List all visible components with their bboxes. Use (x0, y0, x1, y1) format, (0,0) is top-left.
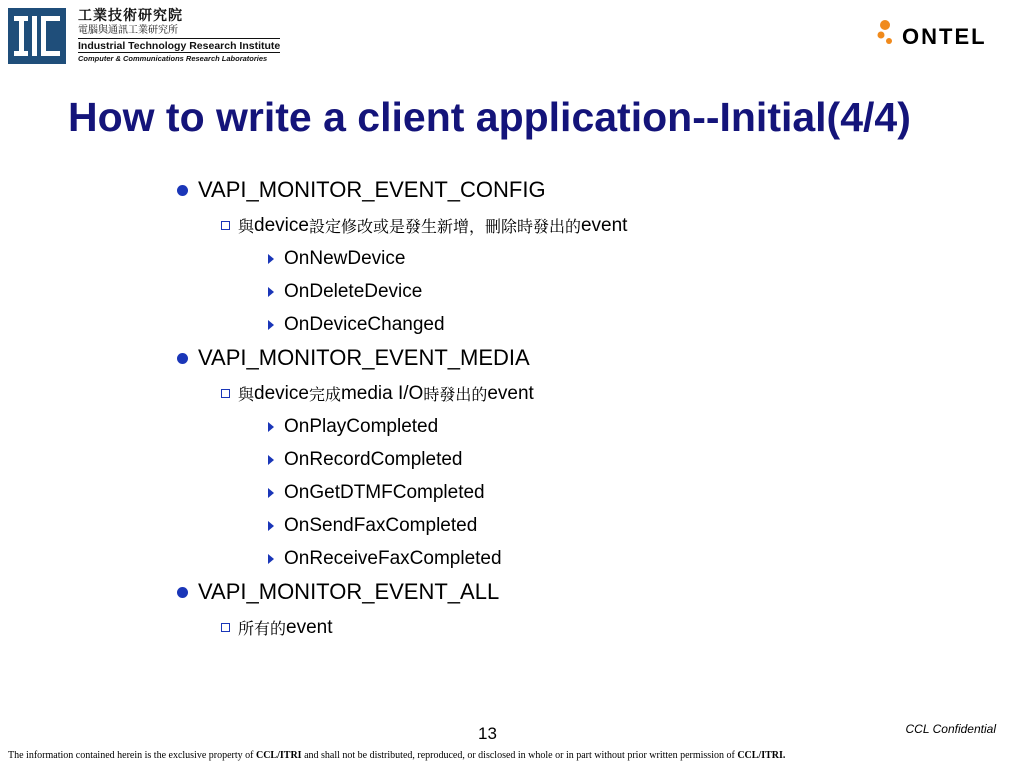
sub-bullet: 與 device 完成 media I/O 時發出的 event (221, 382, 534, 405)
square-bullet-icon (221, 623, 230, 632)
footer-notice: The information contained herein is the exclusive property of CCL/ITRI and shall not be distributed, reproduced, or disclosed in whole or in part without prior written permission of CCL/ITRI. (8, 750, 786, 761)
ontel-logo-icon (876, 16, 1012, 52)
sub-bullet: 所有的 event (221, 616, 333, 639)
arrow-bullet-icon (268, 554, 274, 564)
list-item: OnGetDTMFCompleted (268, 482, 485, 504)
list-item: OnSendFaxCompleted (268, 515, 477, 537)
list-item: OnRecordCompleted (268, 449, 462, 471)
itri-logo-text (78, 8, 280, 64)
bullet-dot-icon (177, 587, 188, 598)
arrow-bullet-icon (268, 455, 274, 465)
section-heading: VAPI_MONITOR_EVENT_MEDIA (177, 345, 530, 371)
list-item: OnNewDevice (268, 248, 405, 270)
list-item: OnReceiveFaxCompleted (268, 548, 502, 570)
page-number: 13 (478, 724, 497, 743)
arrow-bullet-icon (268, 287, 274, 297)
arrow-bullet-icon (268, 422, 274, 432)
arrow-bullet-icon (268, 320, 274, 330)
itri-division-en: Computer & Communications Research Laboratories (78, 52, 280, 64)
itri-division-cn: 電腦與通訊工業研究所 (78, 25, 178, 36)
slide-title: How to write a client application--Initial(4/4) (68, 94, 911, 140)
bullet-dot-icon (177, 185, 188, 196)
confidential-label: CCL Confidential (905, 722, 996, 736)
section-heading: VAPI_MONITOR_EVENT_ALL (177, 579, 499, 605)
bullet-dot-icon (177, 353, 188, 364)
arrow-bullet-icon (268, 488, 274, 498)
square-bullet-icon (221, 389, 230, 398)
arrow-bullet-icon (268, 521, 274, 531)
list-item: OnDeleteDevice (268, 281, 422, 303)
square-bullet-icon (221, 221, 230, 230)
list-item: OnPlayCompleted (268, 416, 438, 438)
sub-bullet: 與 device 設定修改或是發生新增，刪除時發出的 event (221, 214, 627, 237)
section-heading: VAPI_MONITOR_EVENT_CONFIG (177, 177, 546, 203)
ontel-logo-text: ONTEL (902, 24, 987, 49)
list-item: OnDeviceChanged (268, 314, 445, 336)
arrow-bullet-icon (268, 254, 274, 264)
itri-name-cn: 工業技術研究院 (78, 8, 183, 24)
itri-logo-icon (8, 8, 66, 64)
itri-name-en: Industrial Technology Research Institute (78, 40, 281, 52)
